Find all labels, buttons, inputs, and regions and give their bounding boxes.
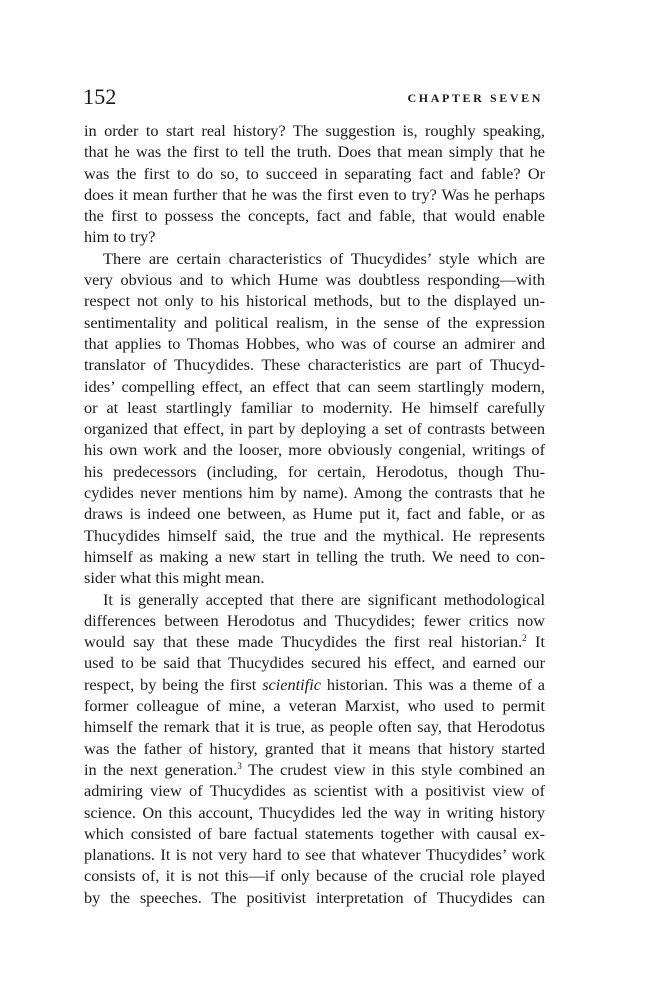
text-line: in order to start real history? The suggestion is, roughly speaking, [84,121,545,140]
chapter-title: CHAPTER SEVEN [407,91,543,105]
text-line: former colleague of mine, a veteran Marxist, who used to permit [84,696,545,716]
text-line: draws is indeed one between, as Hume put it, fact and fable, or as [84,504,545,524]
text-line: him to try? [84,227,156,247]
text-line: that applies to Thomas Hobbes, who was of course an admirer and [84,333,545,353]
text-line: sentimentality and political realism, in the sense of the expression [84,312,545,332]
text-line: organized that effect, in part by deploying a set of contrasts between [84,419,545,439]
text-line: differences between Herodotus and Thucydides; fewer critics now [84,610,545,630]
paragraph-1 [84,120,545,248]
text-line: does it mean further that he was the first even to try? Was he perhaps [84,184,545,204]
text-line: translator of Thucydides. These characteristics are part of Thucyd- [84,355,545,375]
text-line: his own work and the looser, more obviously congenial, writings of [84,440,545,460]
footnote-ref: 3 [237,760,242,771]
text-run: in the next generation. [84,759,238,779]
text-line [84,759,545,780]
text-line: by the speeches. The positivist interpretation of Thucydides can [84,887,545,907]
text-line: planations. It is not very hard to see that whatever Thucydides’ work [84,845,545,865]
text-run: respect, by being the first [84,674,257,694]
page-number: 152 [83,84,117,109]
footnote-ref: 2 [522,633,527,644]
text-line: his predecessors (including, for certain, Herodotus, though Thu- [84,461,545,481]
text-line: very obvious and to which Hume was doubtless responding—with [84,270,545,290]
text-run: historian. This was a theme of a [320,674,545,694]
text-line: cydides never mentions him by name). Among the contrasts that he [84,483,545,503]
text-line: was the first to do so, to succeed in separating fact and fable? Or [84,163,545,183]
paragraph-3 [84,589,545,908]
text-line: or at least startlingly familiar to modernity. He himself carefully [84,397,545,417]
text-line: himself the remark that it is true, as people often say, that Herodotus [84,717,545,737]
text-run: The crudest view in this style combined an [241,759,545,779]
text-line: sider what this might mean. [84,568,265,588]
text-line: himself as making a new start in telling the truth. We need to con- [84,546,545,566]
text-line: was the father of history, granted that it means that history started [84,738,545,758]
text-line: ides’ compelling effect, an effect that can seem startlingly modern, [84,376,545,396]
text-line: It is generally accepted that there are significant methodological [103,589,545,609]
emphasis-scientific: scientific [262,674,321,694]
text-line: science. On this account, Thucydides led the way in writing history [84,802,545,822]
text-line [84,631,545,652]
running-head [83,82,543,112]
text-line: used to be said that Thucydides secured his effect, and earned our [84,653,545,673]
body-text [84,120,545,908]
text-run: It [526,632,545,652]
text-line: the first to possess the concepts, fact and fable, that would enable [84,206,545,226]
text-line: consists of, it is not this—if only because of the crucial role played [84,866,545,886]
text-run: would say that these made Thucydides the first real historian. [84,632,523,652]
text-line: There are certain characteristics of Thucydides’ style which are [103,248,545,268]
text-line: that he was the first to tell the truth. Does that mean simply that he [84,142,545,162]
text-line [84,674,545,695]
text-line: admiring view of Thucydides as scientist with a positivist view of [84,781,545,801]
text-line: respect not only to his historical methods, but to the displayed un- [84,291,545,311]
text-line: Thucydides himself said, the true and the mythical. He represents [84,525,545,545]
paragraph-2 [84,248,545,589]
text-line: which consisted of bare factual statements together with causal ex- [84,823,545,843]
